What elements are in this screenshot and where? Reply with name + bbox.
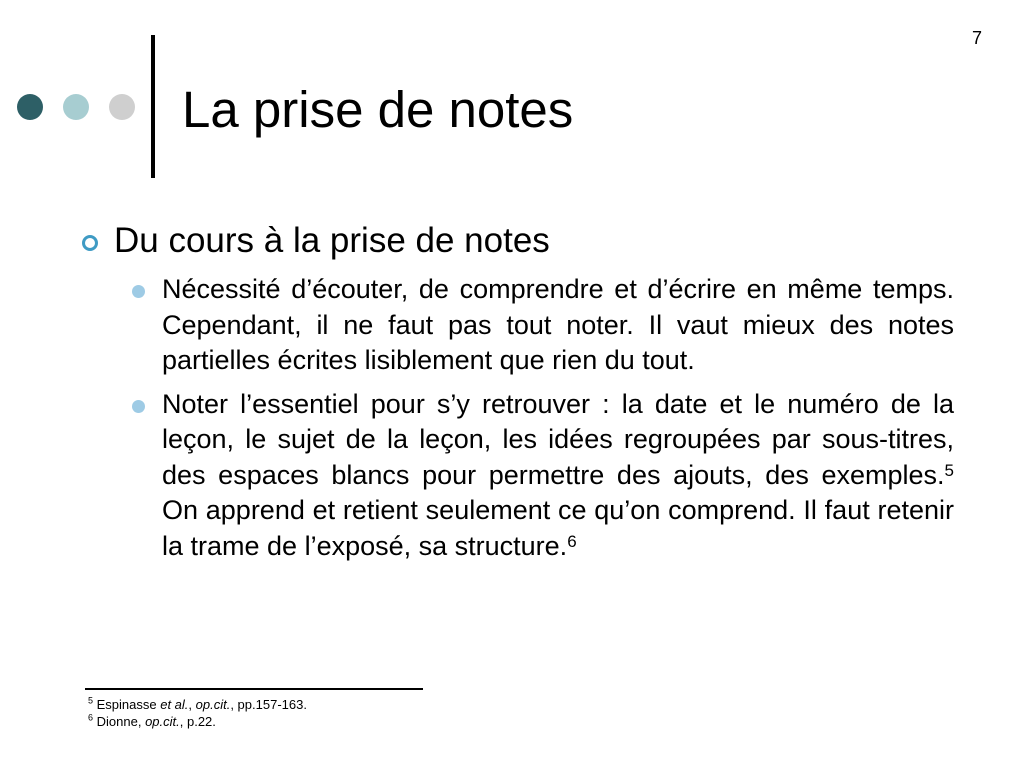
title-divider-bar: [151, 35, 155, 178]
footnote-mark: 5: [88, 695, 94, 706]
footnote-rest: , p.22.: [179, 714, 216, 729]
dark-teal-dot: [17, 94, 43, 120]
footnote-sep: ,: [188, 697, 196, 712]
footnote-item: [88, 696, 307, 713]
bullet-text-part: On apprend et retient seulement ce qu’on comprend. Il faut retenir la trame de l’exposé, sa structure.: [162, 495, 954, 561]
footnotes: [88, 696, 307, 730]
disc-bullet-icon: [132, 400, 145, 413]
footnote-italic: op.cit.: [195, 697, 231, 712]
decorative-dots: [17, 94, 135, 120]
footnote-ref: 6: [567, 531, 577, 551]
sub-bullet-item: [132, 387, 954, 565]
footnote-italic: et al.: [160, 697, 189, 712]
slide-title: La prise de notes: [182, 81, 574, 138]
sub-bullet-list: [132, 272, 954, 572]
ring-bullet-icon: [82, 235, 98, 251]
bullet-text-part: Noter l’essentiel pour s’y retrouver : la date et le numéro de la leçon, le sujet de la leçon, les idées regroupées par sous-titres, des espaces blancs pour permettre des ajouts, des exemples.: [162, 388, 954, 490]
main-heading: Du cours à la prise de notes: [114, 221, 550, 260]
sub-bullet-text: Nécessité d’écouter, de comprendre et d’écrire en même temps. Cependant, il ne faut pas tout noter. Il vaut mieux des notes partielles écrites lisiblement que rien du tout.: [162, 274, 954, 375]
footnote-rest: , pp.157-163.: [230, 697, 307, 712]
footnote-item: [88, 713, 307, 730]
footnote-separator: [85, 688, 423, 690]
gray-dot: [109, 94, 135, 120]
light-teal-dot: [63, 94, 89, 120]
main-bullet: [82, 218, 550, 264]
sub-bullet-text: [162, 387, 954, 565]
footnote-ref: 5: [944, 460, 954, 480]
footnote-author: Espinasse: [93, 697, 161, 712]
slide-number: 7: [971, 28, 982, 48]
sub-bullet-item: [132, 272, 954, 379]
disc-bullet-icon: [132, 285, 145, 298]
footnote-mark: 6: [88, 712, 94, 723]
footnote-italic: op.cit.: [145, 714, 180, 729]
footnote-author: Dionne,: [93, 714, 146, 729]
